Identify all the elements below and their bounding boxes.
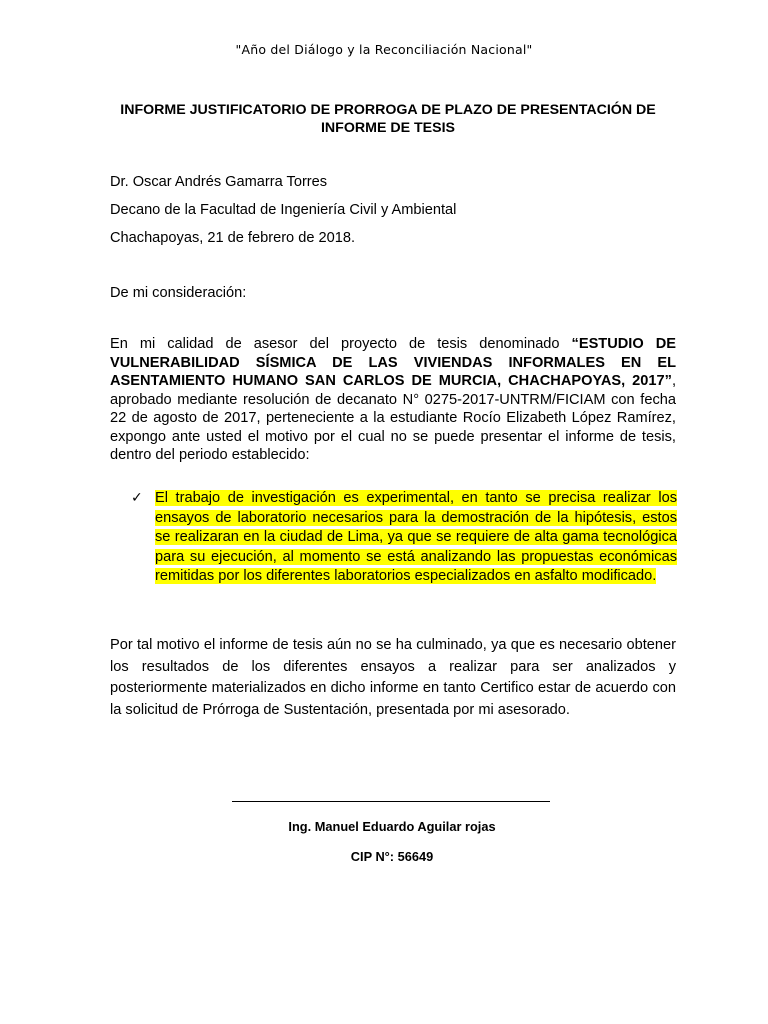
signer-name: Ing. Manuel Eduardo Aguilar rojas	[288, 819, 496, 834]
body-intro: En mi calidad de asesor del proyecto de tesis denominado	[110, 336, 572, 352]
body-rest: , aprobado mediante resolución de decanato N° 0275-2017-UNTRM/FICIAM con fecha 22 de agosto de 2017, perteneciente a la estudiante Rocío Elizabeth López Ramírez, expongo ante usted el motivo por el cual no se puede presentar el informe de tesis, dentro del periodo establecido:	[110, 373, 676, 463]
national-motto: "Año del Diálogo y la Reconciliación Nacional"	[235, 42, 533, 57]
closing-paragraph: Por tal motivo el informe de tesis aún no se ha culminado, ya que es necesario obtener los resultados de los diferentes ensayos a realizar para ser analizados y posteriormente materializados en dicho informe en tanto Certifico estar de acuerdo con la solicitud de Prórroga de Sustentación, presentada por mi asesorado.	[110, 637, 676, 718]
document-title-line-2: INFORME DE TESIS	[320, 120, 455, 136]
recipient-position: Decano de la Facultad de Ingeniería Civil y Ambiental	[110, 202, 457, 218]
document-title	[110, 101, 666, 137]
greeting: De mi consideración:	[110, 285, 247, 301]
document-title-line-1: INFORME JUSTIFICATORIO DE PRORROGA DE PLAZO DE PRESENTACIÓN DE	[120, 102, 656, 118]
place-date: Chachapoyas, 21 de febrero de 2018.	[110, 230, 356, 246]
bullet-item	[131, 489, 677, 587]
body-paragraph	[110, 335, 676, 465]
recipient-name: Dr. Oscar Andrés Gamarra Torres	[110, 174, 328, 190]
signature-line	[232, 801, 550, 802]
highlighted-reason: El trabajo de investigación es experimental, en tanto se precisa realizar los ensayos de laboratorio necesarios para la demostración de la hipótesis, estos se realizaran en la ciudad de Lima, ya que se requiere de alta gama tecnológica para su ejecución, al momento se está analizando las propuestas económicas remitidas por los diferentes laboratorios especializados en asfalto modificado.	[155, 490, 677, 584]
project-title: “ESTUDIO DE VULNERABILIDAD SÍSMICA DE LAS VIVIENDAS INFORMALES EN EL ASENTAMIENTO HUMANO SAN CARLOS DE MURCIA, CHACHAPOYAS, 2017”	[110, 336, 676, 389]
signer-cip: CIP N°: 56649	[350, 849, 434, 864]
checkmark-icon: ✓	[131, 490, 143, 506]
